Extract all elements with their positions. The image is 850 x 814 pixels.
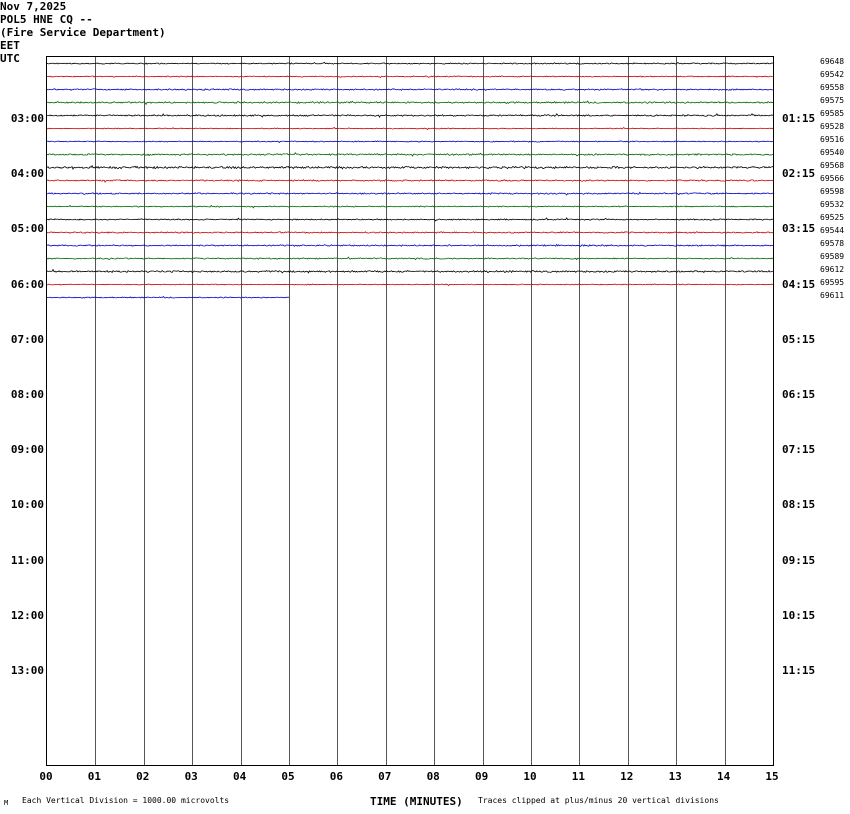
left-time-tick: 13:00 [10, 664, 44, 677]
x-axis-tick: 00 [39, 770, 53, 783]
right-time-tick: 09:15 [782, 553, 816, 567]
trace-line [47, 292, 289, 303]
x-axis-tick: 04 [232, 770, 247, 783]
trace-id-label: 69568 [820, 161, 845, 170]
trace-id-label: 69558 [820, 83, 845, 92]
trace-id-label: 69612 [820, 265, 845, 274]
right-time-tick: 01:15 [782, 112, 816, 125]
trace-id-label: 69542 [820, 70, 845, 79]
right-time-tick: 07:15 [782, 443, 816, 457]
x-axis-tick: 01 [87, 770, 102, 783]
right-time-tick: 02:15 [782, 167, 816, 181]
trace-id-label: 69525 [820, 213, 845, 222]
trace-id-label: 69532 [820, 200, 845, 209]
trace-id-label: 69578 [820, 239, 845, 248]
left-time-tick: 04:00 [10, 167, 44, 181]
trace-line [47, 279, 773, 290]
left-time-tick: 05:00 [10, 222, 44, 236]
x-axis-tick: 09 [474, 770, 489, 783]
trace-id-label: 69566 [820, 174, 845, 183]
x-axis-tick: 11 [571, 770, 586, 783]
x-axis-tick: 14 [716, 770, 731, 783]
header-date: Nov 7,2025 [0, 0, 67, 13]
left-time-tick: 08:00 [10, 388, 44, 401]
left-time-tick: 10:00 [10, 498, 44, 512]
left-time-tick: 03:00 [10, 112, 44, 125]
right-time-tick: 03:15 [782, 222, 816, 236]
trace-id-label: 69595 [820, 278, 845, 287]
trace-line [47, 110, 773, 121]
x-axis-tick: 06 [329, 770, 344, 783]
trace-line [47, 201, 773, 212]
right-time-tick: 10:15 [782, 608, 816, 622]
trace-line [47, 188, 773, 199]
clip-note: Traces clipped at plus/minus 20 vertical divisions [478, 796, 719, 805]
chart-header [0, 0, 850, 39]
right-time-tick: 08:15 [782, 498, 816, 512]
trace-line [47, 71, 773, 82]
header-subtitle: (Fire Service Department) [0, 26, 166, 39]
trace-id-label: 69528 [820, 122, 845, 131]
right-axis-label: UTC [0, 52, 20, 65]
trace-line [47, 149, 773, 160]
trace-line [47, 227, 773, 238]
trace-id-label: 69544 [820, 226, 845, 235]
x-axis-tick: 03 [184, 770, 198, 783]
right-time-tick: 04:15 [782, 277, 816, 291]
x-axis-tick: 15 [765, 770, 779, 783]
trace-line [47, 175, 773, 186]
footer-mark: M [4, 799, 9, 807]
x-axis-tick: 13 [668, 770, 682, 783]
trace-line [47, 162, 773, 173]
trace-id-label: 69575 [820, 96, 845, 105]
x-axis-tick: 10 [523, 770, 537, 783]
x-axis-tick: 05 [281, 770, 295, 783]
x-axis-tick: 02 [136, 770, 150, 783]
scale-note: Each Vertical Division = 1000.00 microvolts [22, 796, 230, 805]
trace-line [47, 214, 773, 225]
trace-line [47, 253, 773, 264]
x-axis-tick: 12 [620, 770, 634, 783]
left-time-tick: 11:00 [10, 553, 44, 567]
left-axis-label: EET [0, 39, 20, 52]
seismogram-plot [46, 56, 774, 766]
right-time-tick: 11:15 [782, 664, 816, 677]
trace-line [47, 240, 773, 251]
trace-line [47, 97, 773, 108]
x-axis-title: TIME (MINUTES) [370, 795, 463, 808]
left-time-tick: 06:00 [10, 277, 44, 291]
trace-id-label: 69611 [820, 291, 845, 300]
left-time-tick: 07:00 [10, 332, 44, 346]
trace-id-label: 69648 [820, 57, 845, 66]
x-axis-tick: 07 [378, 770, 392, 783]
header-station: POL5 HNE CQ -- [0, 13, 93, 26]
trace-line [47, 123, 773, 134]
trace-line [47, 266, 773, 277]
left-time-tick: 12:00 [10, 608, 44, 622]
left-time-tick: 09:00 [10, 443, 44, 457]
trace-line [47, 58, 773, 69]
trace-id-label: 69516 [820, 135, 845, 144]
trace-line [47, 84, 773, 95]
trace-id-label: 69585 [820, 109, 845, 118]
trace-id-label: 69589 [820, 252, 845, 261]
right-time-tick: 06:15 [782, 388, 816, 401]
trace-line [47, 136, 773, 147]
x-axis-tick: 08 [426, 770, 440, 783]
right-time-tick: 05:15 [782, 332, 816, 346]
trace-id-label: 69598 [820, 187, 845, 196]
trace-id-label: 69540 [820, 148, 845, 157]
